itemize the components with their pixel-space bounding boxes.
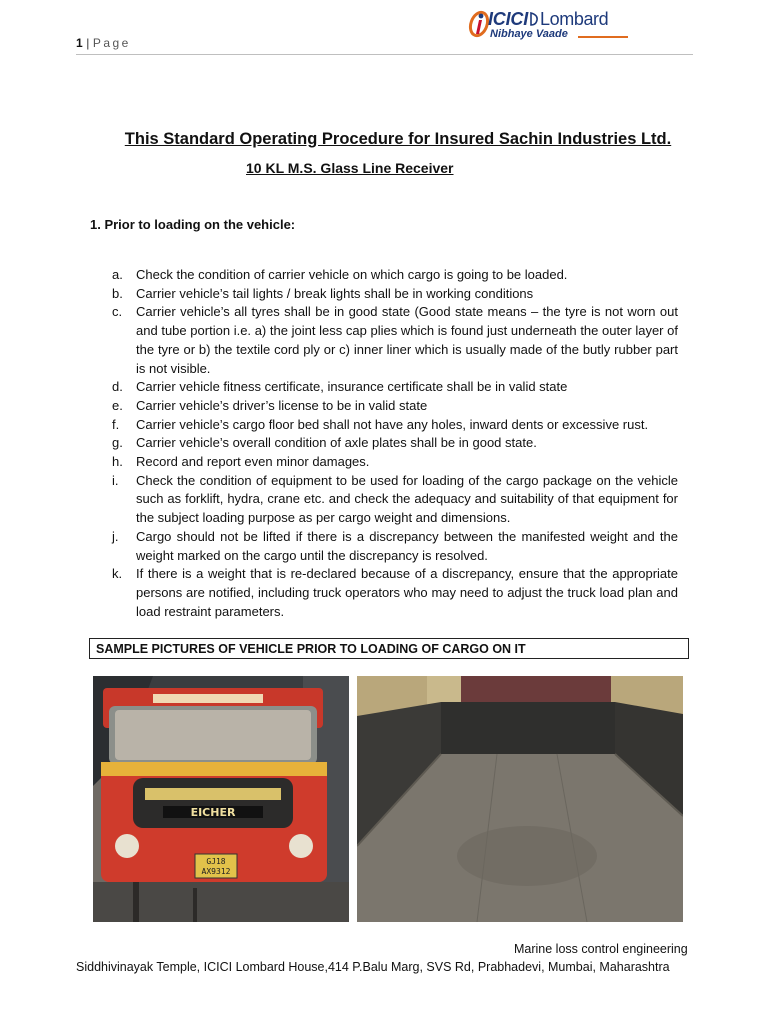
- plate-line-2: AX9312: [201, 867, 231, 876]
- icici-i-logo-icon: [468, 10, 490, 40]
- logo-underline: [578, 36, 628, 38]
- list-item: d. Carrier vehicle fitness certificate, insurance certificate shall be in valid state: [112, 379, 568, 395]
- plate-line-1: GJ18: [206, 857, 226, 866]
- document-subtitle: 10 KL M.S. Glass Line Receiver: [246, 160, 454, 176]
- checklist: [112, 266, 678, 621]
- list-item: k. If there is a weight that is re-declared because of a discrepancy, ensure that the appropriate persons are notified, including truck operators who may need to adjust the truck load plan and load restraint parameters.: [112, 566, 678, 619]
- truck-front-photo: [93, 676, 349, 922]
- list-item: c. Carrier vehicle’s all tyres shall be in good state (Good state means – the tyre is not worn out and tube portion i.e. a) the joint less cap plies which is found just underneath the outer layer of the tyre or b) the textile cord ply or c) inner liner which is usually made of the butly rubber part is not visible.: [112, 304, 678, 376]
- footer-department: Marine loss control engineering: [514, 942, 688, 956]
- logo-brand-text: ICICI Lombard: [488, 9, 609, 29]
- sample-pictures-heading: SAMPLE PICTURES OF VEHICLE PRIOR TO LOADING OF CARGO ON IT: [96, 642, 526, 656]
- list-item: g. Carrier vehicle’s overall condition of axle plates shall be in good state.: [112, 435, 537, 451]
- lombard-d-icon: [529, 12, 539, 26]
- list-item: a. Check the condition of carrier vehicle on which cargo is going to be loaded.: [112, 267, 568, 282]
- list-item: j. Cargo should not be lifted if there is a discrepancy between the manifested weight and the weight marked on the cargo until the discrepancy is resolved.: [112, 528, 678, 563]
- logo-tagline: Nibhaye Vaade: [490, 28, 568, 40]
- page-number: 1 | Page: [76, 36, 131, 50]
- eicher-grille-text: EICHER: [190, 806, 236, 819]
- section-heading: 1. Prior to loading on the vehicle:: [90, 217, 296, 232]
- header-divider: [76, 54, 693, 55]
- footer-address: Siddhivinayak Temple, ICICI Lombard House,414 P.Balu Marg, SVS Rd, Prabhadevi, Mumbai, Maharashtra: [76, 960, 670, 974]
- list-item: b. Carrier vehicle’s tail lights / break lights shall be in working conditions: [112, 285, 534, 301]
- document-title: This Standard Operating Procedure for Insured Sachin Industries Ltd.: [124, 130, 672, 148]
- list-item: i. Check the condition of equipment to be used for loading of the cargo package on the vehicle such as forklift, hydra, crane etc. and check the adequacy and suitability of that equipment for the subject loading purpose as per cargo weight and dimensions.: [112, 472, 678, 526]
- truck-cargo-bed-photo: [357, 676, 683, 922]
- list-item: f. Carrier vehicle’s cargo floor bed shall not have any holes, inward dents or excessive rust.: [112, 416, 649, 432]
- list-item: e. Carrier vehicle’s driver’s license to be in valid state: [112, 397, 428, 413]
- list-item: h. Record and report even minor damages.: [112, 454, 370, 470]
